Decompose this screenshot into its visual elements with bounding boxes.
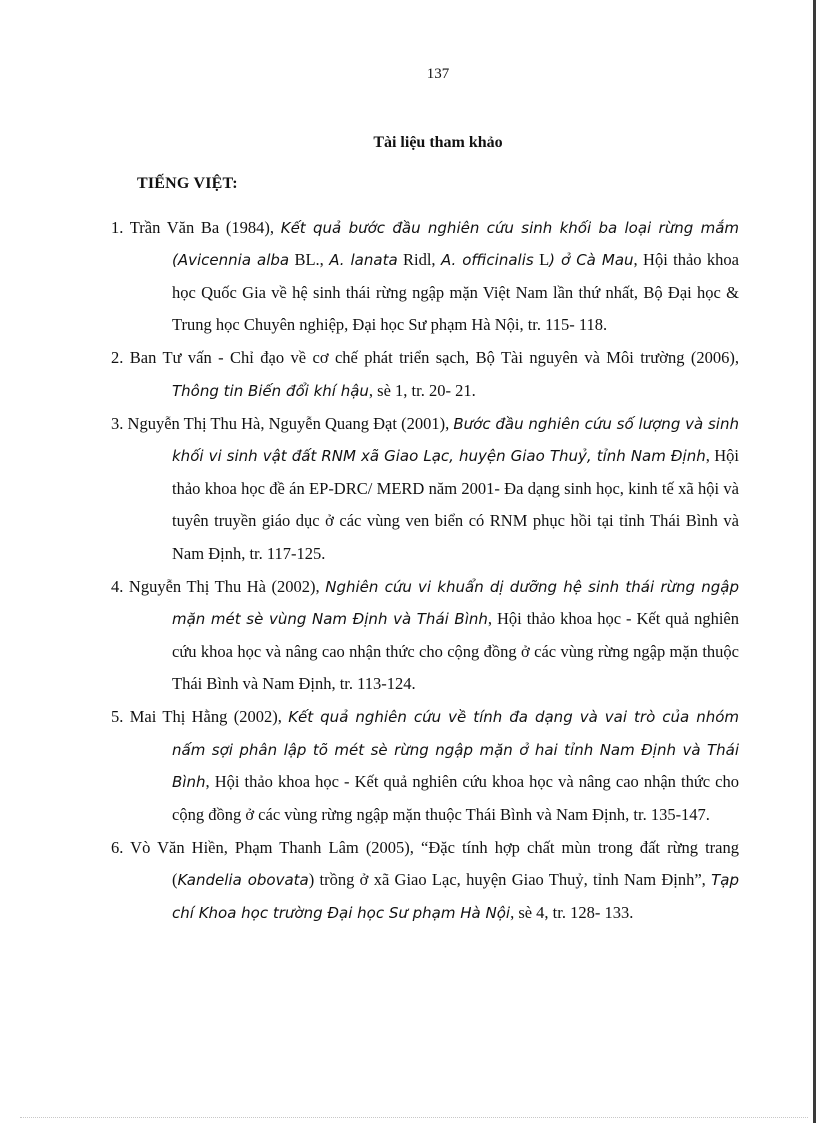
reference-text: , Hội thảo khoa học đề án EP-DRC/ MERD năm 2001- Đa dạng sinh học, kinh tế xã hội và tuyên truyền giáo dục ở các vùng ven biển có RNM phục hồi tại tỉnh Thái Bình và Nam Định, tr. 117-125. xyxy=(172,446,740,563)
reference-italic-text: Thông tin Biến đổi khí hậu xyxy=(172,381,369,400)
reference-text: Nguyễn Thị Thu Hà, Nguyễn Quang Đạt (2001), xyxy=(123,414,454,434)
reference-text: , Hội thảo khoa học - Kết quả nghiên cứu khoa học và nâng cao nhận thức cho cộng đồng ở các vùng rừng ngập mặn thuộc Thái Bình và Nam Định, tr. 113-124. xyxy=(172,609,740,694)
reference-text: Trần Văn Ba (1984), xyxy=(123,218,281,237)
reference-italic-text: Nghiên cứu vi khuẩn dị dưỡng hệ sinh thái rừng ngập mặn mét sè vùng Nam Định và Thái Bình xyxy=(172,577,739,629)
reference-number: 4. xyxy=(111,576,124,596)
page-bottom-border xyxy=(20,1117,808,1118)
reference-text: Ban Tư vấn - Chỉ đạo về cơ chế phát triển sạch, Bộ Tài nguyên và Môi trường (2006), xyxy=(123,348,739,368)
reference-italic-text: A. officinalis xyxy=(440,251,534,270)
reference-item xyxy=(111,571,739,701)
reference-text: Mai Thị Hằng (2002), xyxy=(123,707,289,727)
reference-text: , Hội thảo khoa học Quốc Gia về hệ sinh thái rừng ngập mặn Việt Nam lần thứ nhất, Bộ Đại học & Trung học Chuyên nghiệp, Đại học Sư phạm Hà Nội, tr. 115- 118. xyxy=(172,250,739,335)
reference-number: 5. xyxy=(111,707,124,727)
reference-number: 6. xyxy=(111,837,124,857)
reference-text: BL., xyxy=(289,250,330,270)
reference-item xyxy=(111,832,739,929)
reference-text: , sè 1, tr. 20- 21. xyxy=(368,380,476,400)
reference-item xyxy=(111,701,739,831)
reference-italic-text: Kết quả nghiên cứu về tính đa dạng và vai trò của nhóm nấm sợi phân lập tõ mét sè rừng ngập mặn ở hai tỉnh Nam Định và Thái Bình xyxy=(172,708,739,792)
reference-italic-text: Kết quả bước đầu nghiên cứu sinh khối ba loại rừng mắm ( xyxy=(172,219,739,270)
reference-text: Nguyễn Thị Thu Hà (2002), xyxy=(123,576,326,596)
reference-text: L xyxy=(533,250,550,270)
reference-list xyxy=(111,212,739,929)
reference-text: Vò Văn Hiền, Phạm Thanh Lâm (2005), “Đặc tính hợp chất mùn trong đất rừng trang ( xyxy=(123,837,739,890)
page-number: 137 xyxy=(426,66,450,82)
reference-item xyxy=(111,408,739,570)
reference-italic-text: Bước đầu nghiên cứu số lượng và sinh khối vi sinh vật đất RNM xã Giao Lạc, huyện Giao Thuỷ, tỉnh Nam Định xyxy=(172,415,739,466)
reference-number: 1. xyxy=(111,218,124,237)
reference-number: 2. xyxy=(111,348,124,368)
reference-italic-text: Tạp chí Khoa học trường Đại học Sư phạm Hà Nội xyxy=(172,871,739,922)
reference-item xyxy=(111,212,739,342)
reference-italic-text: ) ở Cà Mau xyxy=(549,251,634,270)
reference-text: ) trồng ở xã Giao Lạc, huyện Giao Thuỷ, tỉnh Nam Định”, xyxy=(308,870,712,890)
reference-italic-text: Avicennia alba xyxy=(177,251,290,270)
reference-italic-text: Kandelia obovata xyxy=(177,871,309,890)
reference-text: , Hội thảo khoa học - Kết quả nghiên cứu khoa học và nâng cao nhận thức cho cộng đồng ở các vùng rừng ngập mặn thuộc Thái Bình và Nam Định, tr. 135-147. xyxy=(172,772,739,824)
section-heading: TIẾNG VIỆT: xyxy=(137,175,238,192)
reference-item xyxy=(111,342,739,407)
page-title: Tài liệu tham khảo xyxy=(373,134,503,151)
reference-text: Ridl, xyxy=(397,250,441,270)
reference-number: 3. xyxy=(111,414,124,434)
reference-text: , sè 4, tr. 128- 133. xyxy=(510,902,634,922)
reference-italic-text: A. lanata xyxy=(329,251,398,270)
